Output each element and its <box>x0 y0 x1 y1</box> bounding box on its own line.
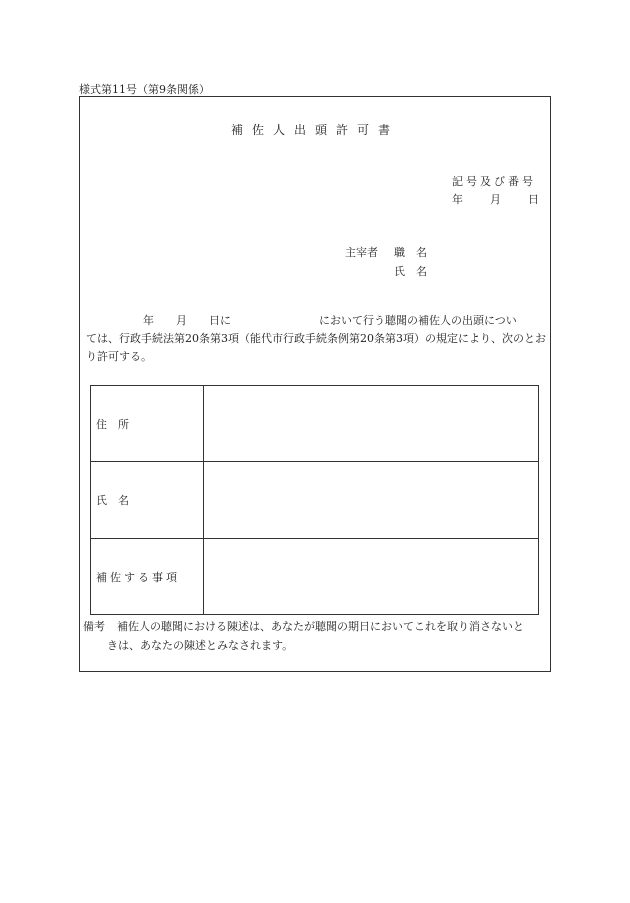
remark-heading: 備考 <box>83 620 105 633</box>
table-row-name <box>91 462 539 539</box>
body-month: 月 <box>176 314 187 327</box>
address-value <box>204 386 539 462</box>
assist-matter-value <box>204 539 539 615</box>
date-day-label: 日 <box>528 193 542 206</box>
document-title: 補佐人出頭許可書 <box>230 123 399 137</box>
permission-body-text <box>87 312 547 366</box>
body-day: 日に <box>209 314 231 327</box>
date-month-label: 月 <box>490 193 504 206</box>
issuer-name-label: 氏 名 <box>394 265 427 278</box>
table-row-assist-matter <box>91 539 539 615</box>
assist-matter-label: 補佐する事項 <box>91 539 204 615</box>
name-value <box>204 462 539 539</box>
body-line-3: り許可する。 <box>86 350 152 363</box>
table-row-address <box>91 386 539 462</box>
body-line-1 <box>87 312 547 330</box>
remark-line-2: きは、あなたの陳述とみなされます。 <box>107 639 294 652</box>
name-label: 氏 名 <box>91 462 204 539</box>
remark-line-1: 備考 補佐人の聴聞における陳述は、あなたが聴聞の期日においてこれを取り消さないと <box>83 620 524 633</box>
issuer-title-label: 職 名 <box>394 246 427 259</box>
issue-date <box>452 191 542 207</box>
details-table <box>90 385 539 615</box>
body-line-1-rest: において行う聴聞の補佐人の出頭につい <box>319 314 517 327</box>
address-label: 住 所 <box>91 386 204 462</box>
issuer-role: 主宰者 <box>345 246 378 259</box>
reference-number-label: 記号及び番号 <box>452 175 536 188</box>
remarks <box>83 617 549 655</box>
form-number-label: 様式第11号（第9条関係） <box>79 83 210 96</box>
date-year-label: 年 <box>452 193 466 206</box>
body-line-2: ては、行政手続法第20条第3項（能代市行政手続条例第20条第3項）の規定により、次のとお <box>86 332 546 345</box>
body-year: 年 <box>143 314 154 327</box>
